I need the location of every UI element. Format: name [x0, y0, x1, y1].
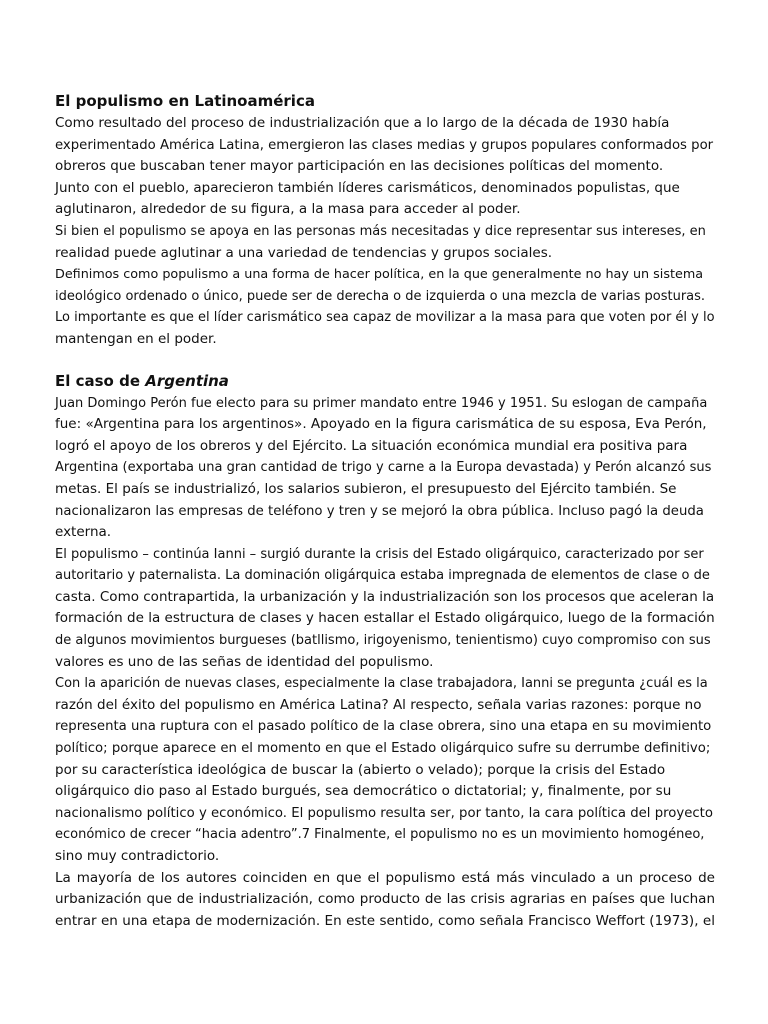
- document-body: [55, 89, 715, 932]
- text-line: formación de la estructura de clases y hacen estallar el Estado oligárquico, luego de la formación: [55, 610, 715, 627]
- justified-line: entrar en una etapa de modernización. En este sentido, como señala Francisco Weffort (1973), el: [55, 912, 715, 929]
- text-line: oligárquico dio paso al Estado burgués, sea democrático o dictatorial; y, finalmente, por su: [55, 783, 672, 800]
- text-line: ideológico ordenado o único, puede ser de derecha o de izquierda o una mezcla de varias posturas.: [55, 288, 706, 304]
- section-text: [55, 113, 715, 351]
- text-line: Argentina (exportaba una gran cantidad de trigo y carne a la Europa devastada) y Perón alcanzó sus: [55, 460, 712, 476]
- section-heading: [55, 369, 715, 393]
- text-line: logró el apoyo de los obreros y del Ejército. La situación económica mundial era positiva para: [55, 437, 688, 454]
- justified-line: urbanización que de industrialización, como producto de las crisis agrarias en países que luchan: [55, 891, 715, 908]
- text-line: autoritario y paternalista. La dominación oligárquica estaba impregnada de elementos de clase o de: [55, 568, 710, 584]
- section-text: [55, 393, 715, 933]
- text-line: Juan Domingo Perón fue electo para su primer mandato entre 1946 y 1951. Su eslogan de campaña: [55, 395, 708, 411]
- text-line: económico de crecer “hacia adentro”.7 Finalmente, el populismo no es un movimiento homogéneo,: [55, 827, 705, 843]
- text-line: por su característica ideológica de buscar la (abierto o velado); porque la crisis del Estado: [55, 761, 666, 778]
- section-argentina: [55, 369, 715, 933]
- text-line: fue: «Argentina para los argentinos». Apoyado en la figura carismática de su esposa, Eva Perón,: [55, 416, 707, 433]
- text-line: Lo importante es que el líder carismático sea capaz de movilizar a la masa para que voten por él y lo: [55, 310, 715, 326]
- text-line: Definimos como populismo a una forma de hacer política, en la que generalmente no hay un sistema: [55, 267, 704, 283]
- heading-text: El caso de: [55, 371, 146, 390]
- text-line: representa una ruptura con el pasado político de la clase obrera, sino una etapa en su movimiento: [55, 719, 712, 735]
- text-line: valores es uno de las señas de identidad del populismo.: [55, 653, 434, 670]
- text-line: externa.: [55, 524, 112, 541]
- text-line: de algunos movimientos burgueses (batllismo, irigoyenismo, tenientismo) cuyo compromiso con sus: [55, 633, 711, 649]
- heading-emphasis: Argentina: [145, 371, 229, 390]
- text-line: casta. Como contrapartida, la urbanización y la industrialización son los procesos que aceleran la: [55, 588, 715, 605]
- text-line: mantengan en el poder.: [55, 330, 217, 347]
- section-populismo: [55, 89, 715, 351]
- section-heading: [55, 89, 715, 113]
- heading-text: El populismo en Latinoamérica: [55, 92, 315, 110]
- text-line: Si bien el populismo se apoya en las personas más necesitadas y dice representar sus intereses, en: [55, 223, 706, 239]
- text-line: nacionalizaron las empresas de teléfono y tren y se mejoró la obra pública. Incluso pagó la deuda: [55, 503, 704, 519]
- justified-line: La mayoría de los autores coinciden en que el populismo está más vinculado a un proceso de: [55, 869, 715, 886]
- text-line: realidad puede aglutinar a una variedad de tendencias y grupos sociales.: [55, 244, 553, 261]
- text-line: razón del éxito del populismo en América Latina? Al respecto, señala varias razones: porque no: [55, 696, 702, 713]
- text-line: nacionalismo político y económico. El populismo resulta ser, por tanto, la cara política del proyecto: [55, 805, 713, 821]
- text-line: El populismo – continúa Ianni – surgió durante la crisis del Estado oligárquico, caracterizado por ser: [55, 546, 704, 562]
- text-line: experimentado América Latina, emergieron las clases medias y grupos populares conformados por: [55, 137, 714, 153]
- text-line: Junto con el pueblo, aparecieron también líderes carismáticos, denominados populistas, que: [55, 179, 680, 196]
- text-line: político; porque aparece en el momento en que el Estado oligárquico sufre su derrumbe definitivo;: [55, 741, 711, 757]
- text-line: aglutinaron, alrededor de su figura, a la masa para acceder al poder.: [55, 201, 521, 218]
- text-line: metas. El país se industrializó, los salarios subieron, el presupuesto del Ejército también. Se: [55, 480, 677, 497]
- text-line: obreros que buscaban tener mayor participación en las decisiones políticas del momento.: [55, 158, 664, 175]
- text-line: sino muy contradictorio.: [55, 848, 220, 864]
- text-line: Como resultado del proceso de industrialización que a lo largo de la década de 1930 había: [55, 115, 670, 131]
- text-line: Con la aparición de nuevas clases, especialmente la clase trabajadora, Ianni se pregunta ¿cuál es la: [55, 676, 708, 692]
